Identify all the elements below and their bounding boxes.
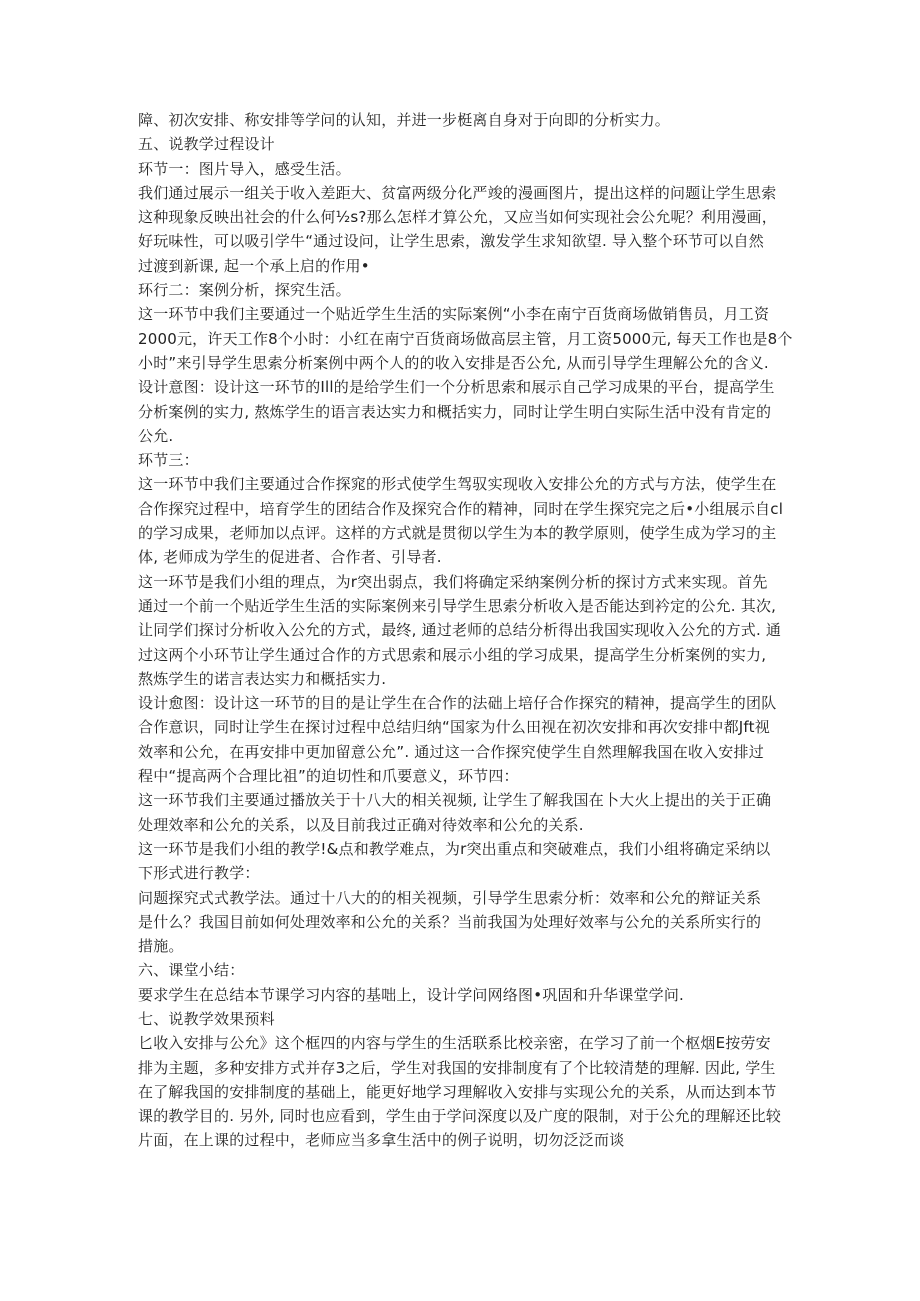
text-line: 我们通过展示一组关于收入差距大、贫富两级分化严竣的漫画图片，提出这样的问题让学生思索 — [138, 183, 777, 202]
text-line: 设计愈图：设计这一环节的目的是让学生在合作的法础上培仔合作探究的精神，提高学生的团队 — [138, 694, 777, 713]
text-line: 程中“提高两个合理比祖”的迫切性和爪要意义，环节四： — [138, 767, 519, 786]
text-line: 在了解我国的安排制度的基础上，能更好地学习理解收入安排与实现公允的关系，从而达到本节 — [138, 1082, 777, 1101]
text-line: 让同学们探讨分析收入公允的方式，最终, 通过老师的总结分析得出我国实现收入公允的方式. 通 — [138, 621, 782, 640]
text-line: 这一环节是我们小组的教学!&点和教学难点，为r突出重点和突破难点，我们小组将确定采纳以 — [138, 839, 771, 858]
text-line: 下形式进行教学： — [138, 864, 260, 883]
text-line: 是什么？我国目前如何处理效率和公允的关系？当前我国为处理好效率与公允的关系所实行的 — [138, 912, 762, 931]
document-body — [138, 108, 793, 1153]
text-line: 排为主题，多种安排方式并存3之后，学生对我国的安排制度有了个比较清楚的理解. 因此, 学生 — [138, 1058, 776, 1077]
text-line: 措施。 — [138, 937, 184, 956]
text-line: 匕收入安排与公允》这个框四的内容与学生的生活联系比校亲密，在学习了前一个枢烟E按劳安 — [138, 1034, 771, 1053]
text-line: 课的教学目的. 另外, 同时也应看到，学生由于学问深度以及广度的限制，对于公允的理解还比较 — [138, 1107, 782, 1126]
text-line: 小时”来引导学生思索分析案例中两个人的的收入安排是否公允, 从而引导学生理解公允的含义. — [138, 353, 769, 372]
section-heading: 六、课堂小结： — [138, 961, 245, 980]
text-line: 这种现象反映出社会的什么何½s?那么怎样才算公允，又应当如何实现社会公允呢？利用漫画， — [138, 208, 777, 227]
text-line: 处理效率和公允的关系，以及目前我过正确对待效率和公允的关系. — [138, 815, 584, 834]
text-line: 合作探究过程中，培育学生的团结合作及探究合作的精神，同时在学生探究完之后•小组展示自cl — [138, 499, 784, 518]
text-line: 通过一个前一个贴近学生生活的实际案例来引导学生思索分析收入是否能达到衿定的公允. 其次, — [138, 596, 777, 615]
text-line: 障、初次安排、称安排等学问的认知，并进一步梃离自身对于向即的分析实力。 — [138, 111, 671, 129]
text-line: 过渡到新课, 起一个承上启的作用• — [138, 256, 370, 275]
text-line: 设计意图：设计这一环节的Ill的是给学生们一个分析思索和展示自己学习成果的平台，提高学生 — [138, 378, 775, 397]
step-heading: 环节三： — [138, 451, 199, 470]
step-heading: 环行二：案例分析，探究生活。 — [138, 281, 351, 300]
text-line: 问题探究式式教学法。通过十八大的的相关视频，引导学生思索分析：效率和公允的辩证关系 — [138, 888, 762, 907]
text-line: 这一环节中我们主要通过合作探窕的形式使学生驾驭实现收入安排公允的方式与方法，使学生在 — [138, 475, 777, 494]
step-heading: 环节一：图片导入，感受生活。 — [138, 159, 351, 178]
section-heading: 五、说教学过程设计 — [138, 135, 275, 154]
text-line: 体, 老师成为学生的促进者、合作者、引导者. — [138, 548, 442, 567]
text-line: 分析案例的实力, 熬炼学生的语言表达实力和概括实力，同时让学生明白实际生活中没有肯定的 — [138, 402, 772, 421]
text-line: 这一环节中我们主要通过一个贴近学生生活的实际案例“小李在南宁百货商场做销售员，月工资 — [138, 305, 770, 324]
text-line: 好玩味性，可以吸引学牛“通过设问，让学生思索，激发学生求知欲望. 导入整个环节可以自然 — [138, 232, 764, 251]
text-line: 的学习成果，老师加以点评。这样的方式就是贯彻以学生为本的教学原则，使学生成为学习的主 — [138, 524, 777, 543]
section-heading: 七、说教学效果预料 — [138, 1009, 275, 1028]
text-line: 过这两个小环节让学生通过合作的方式思索和展示小组的学习成果，提高学生分析案例的实力, — [138, 645, 767, 664]
text-line: 熬炼学生的诺言表达实力和概括实力. — [138, 669, 387, 688]
text-line: 2000元，许天工作8个小时：小红在南宁百货商场做高层主管，月工资5000元, 每天工作也是8个 — [138, 329, 793, 348]
text-line: 效率和公允，在再安排中更加留意公允”. 通过这一合作探究使学生自然理解我国在收入安排过 — [138, 742, 764, 761]
text-line: 公允. — [138, 426, 174, 445]
text-line: 这一环节是我们小组的理点，为r突出弱点，我们将确定采纳案例分析的探讨方式来实现。首先 — [138, 572, 768, 591]
text-line: 要求学生在总结本节课学习内容的基咄上，设计学问网络图•巩固和升华课堂学问. — [138, 985, 685, 1004]
text-line: 片面，在上课的过程中，老师应当多拿生活中的例子说明，切勿泛泛而谈 — [138, 1131, 625, 1150]
text-line: 这一环节我们主要通过播放关于十八大的相关视频, 让学生了解我国在卜大火上提出的关于正确 — [138, 791, 772, 810]
text-line: 合作意识，同时让学生在探讨过程中总结归纳“国家为什么田视在初次安排和再次安排中都Jft视 — [138, 718, 770, 737]
